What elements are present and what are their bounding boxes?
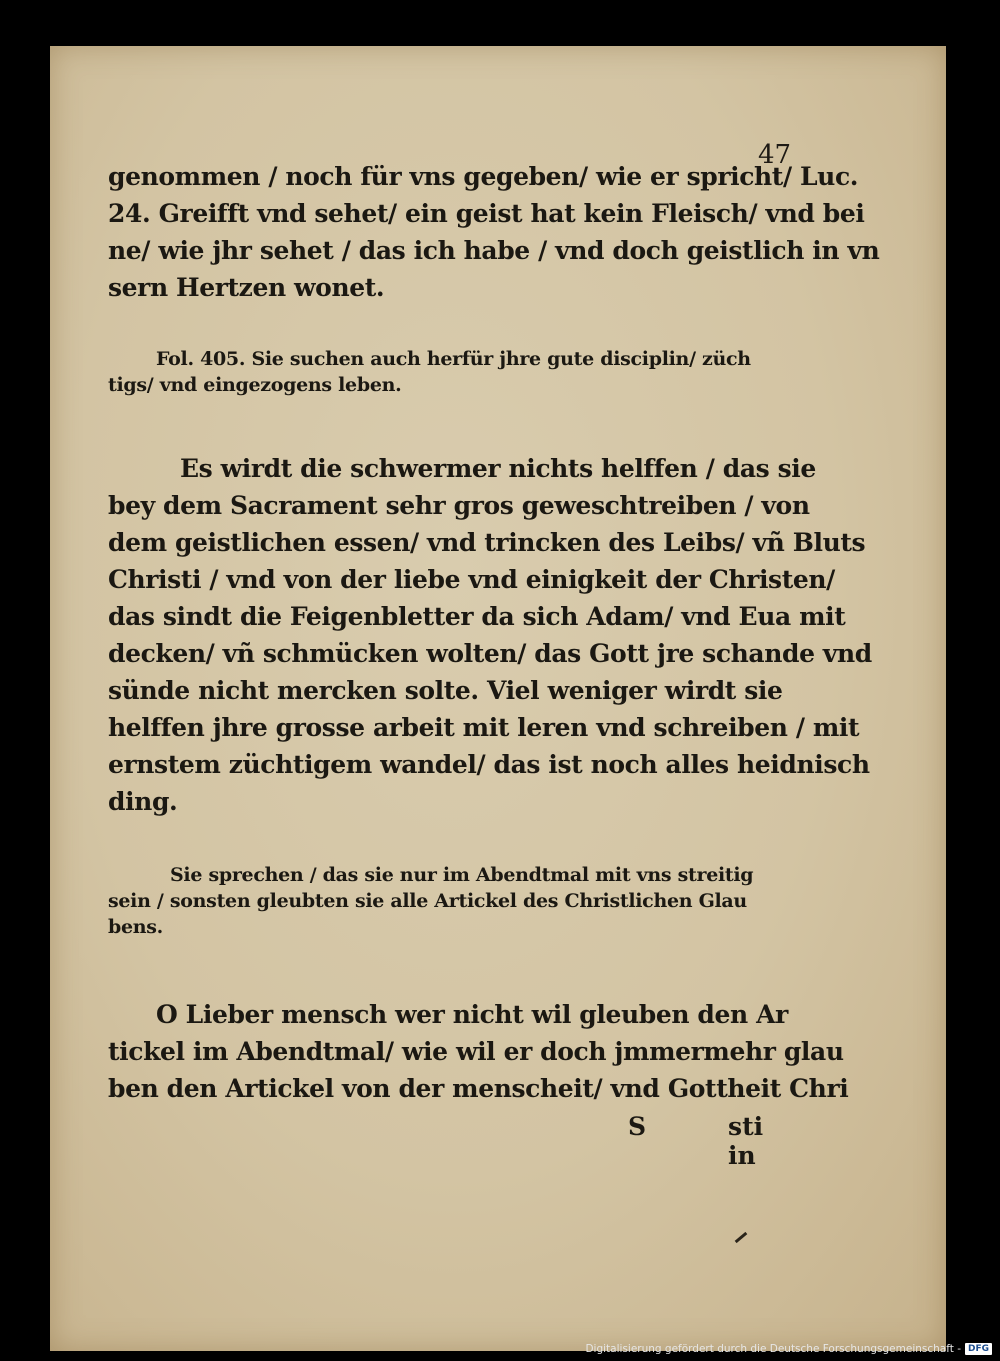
digitization-credit [585, 1341, 992, 1357]
text-line: ernstem züchtigem wandel/ das ist noch alles heidnisch [108, 750, 870, 779]
dfg-logo: DFG [965, 1343, 992, 1355]
text-line: helffen jhre grosse arbeit mit leren vnd schreiben / mit [108, 713, 860, 742]
text-line: Sie sprechen / das sie nur im Abendtmal mit vns streitig [170, 864, 754, 886]
catchword: sti in [728, 1112, 764, 1170]
text-line: bey dem Sacrament sehr gros geweschtreiben / von [108, 491, 810, 520]
text-line: tickel im Abendtmal/ wie wil er doch jmmermehr glau [108, 1037, 844, 1066]
text-line: sein / sonsten gleubten sie alle Artickel des Christlichen Glau [108, 890, 747, 912]
text-line: sünde nicht mercken solte. Viel weniger wirdt sie [108, 676, 783, 705]
text-line: ne/ wie jhr sehet / das ich habe / vnd doch geistlich in vn [108, 236, 880, 265]
signature-mark: S [628, 1112, 647, 1141]
text-line: Fol. 405. Sie suchen auch herfür jhre gute disciplin/ züch [156, 348, 751, 370]
text-line: genommen / noch für vns gegeben/ wie er spricht/ Luc. [108, 162, 859, 191]
text-line: das sindt die Feigenbletter da sich Adam/ vnd Eua mit [108, 602, 846, 631]
text-line: dem geistlichen essen/ vnd trincken des Leibs/ vñ Bluts [108, 528, 866, 557]
text-line: decken/ vñ schmücken wolten/ das Gott jre schande vnd [108, 639, 872, 668]
quoted-note-2 [108, 862, 808, 940]
paragraph-2 [108, 450, 872, 820]
text-line: sern Hertzen wonet. [108, 273, 385, 302]
credit-text: Digitalisierung gefördert durch die Deutsche Forschungsgemeinschaft - [585, 1343, 961, 1355]
text-line: tigs/ vnd eingezogens leben. [108, 374, 402, 396]
page-number: 47 [758, 140, 792, 170]
page-footer-line [108, 1112, 798, 1170]
text-line: Es wirdt die schwermer nichts helffen / das sie [180, 454, 816, 483]
text-line: bens. [108, 916, 163, 938]
quoted-note-1 [108, 346, 798, 398]
text-line: O Lieber mensch wer nicht wil gleuben den Ar [156, 1000, 788, 1029]
text-line: 24. Greifft vnd sehet/ ein geist hat kein Fleisch/ vnd bei [108, 199, 865, 228]
text-line: ben den Artickel von der menscheit/ vnd Gottheit Chri [108, 1074, 849, 1103]
paragraph-1 [108, 158, 880, 306]
text-line: ding. [108, 787, 178, 816]
paragraph-3 [108, 996, 849, 1107]
text-line: Christi / vnd von der liebe vnd einigkeit der Christen/ [108, 565, 835, 594]
